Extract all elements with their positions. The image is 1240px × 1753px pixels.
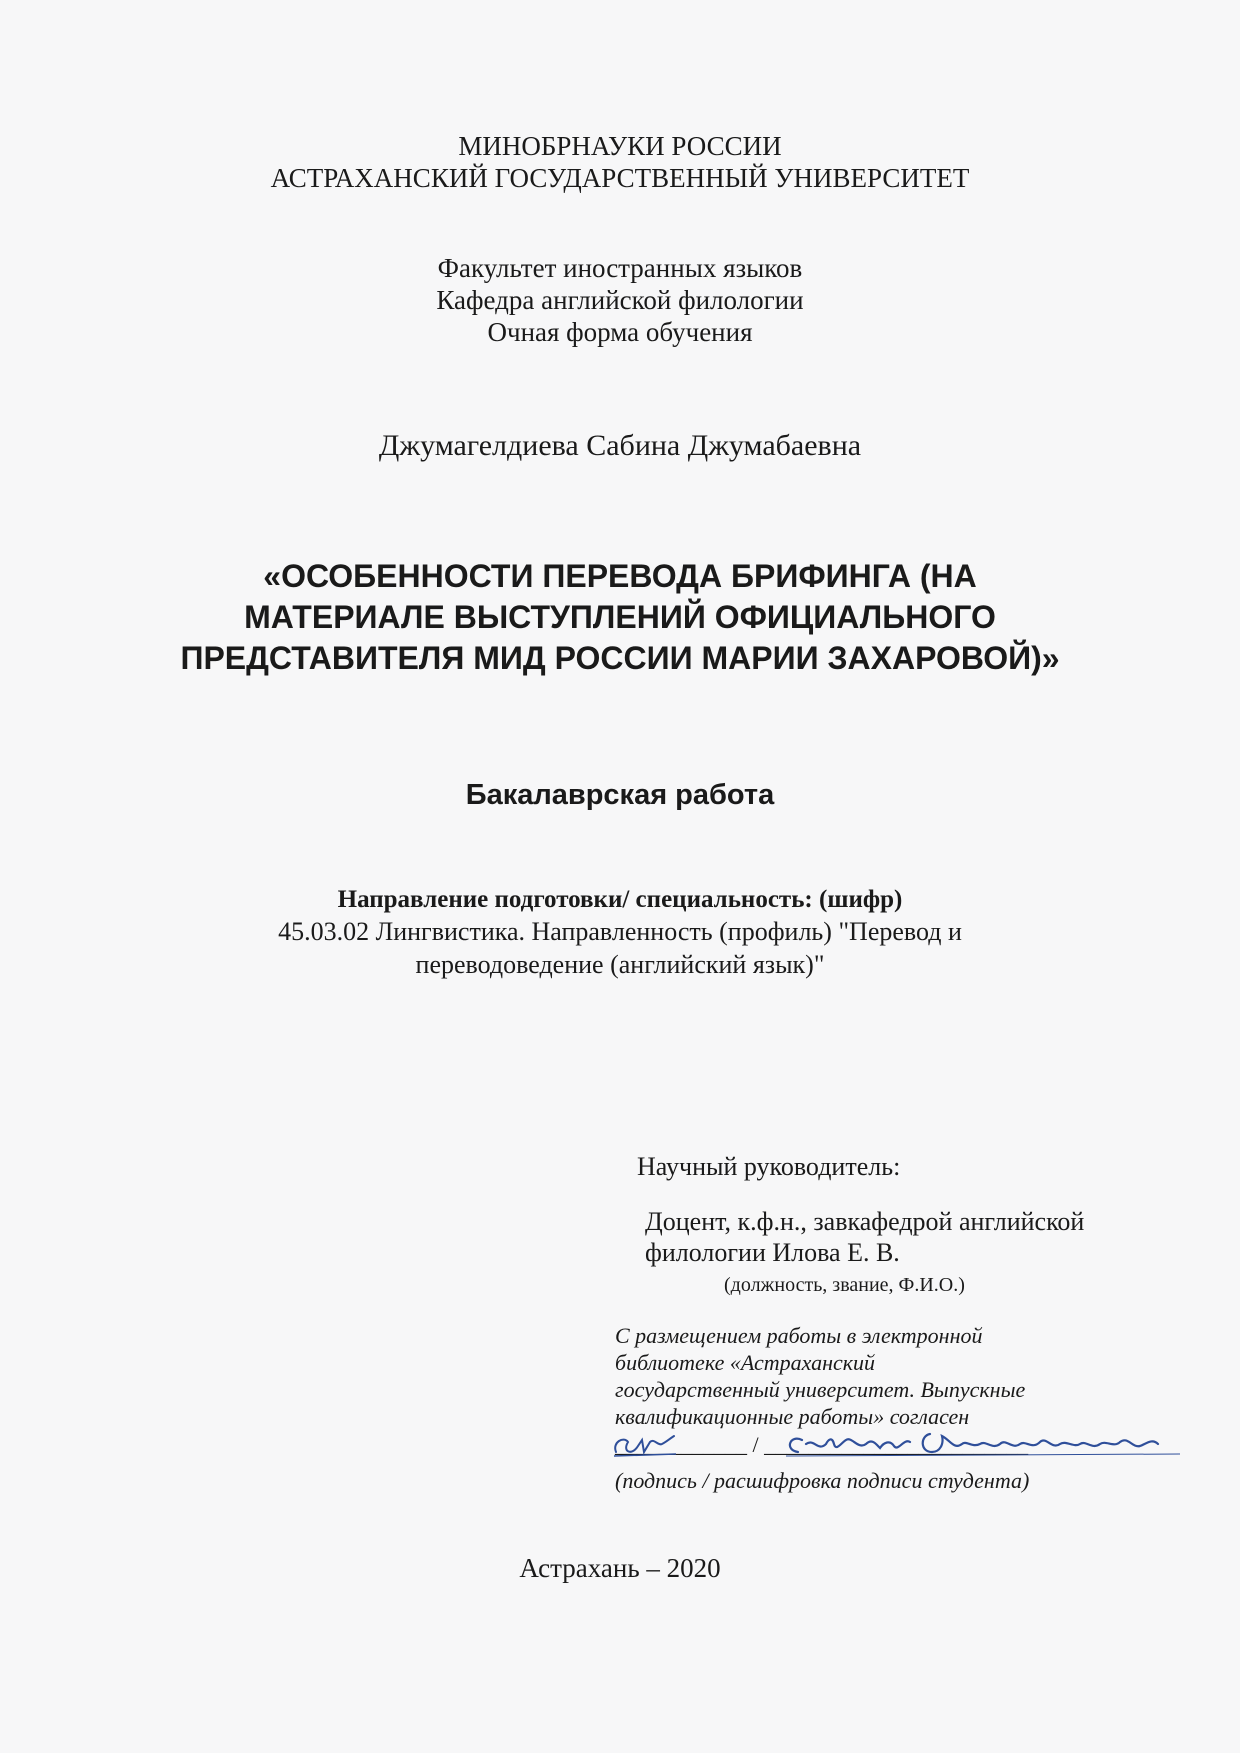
title-line: ПРЕДСТАВИТЕЛЯ МИД РОССИИ МАРИИ ЗАХАРОВОЙ)» (180, 640, 1060, 676)
thesis-title (0, 556, 1240, 679)
supervisor-label: Научный руководитель: (637, 1152, 901, 1181)
city-year: Астрахань – 2020 (519, 1553, 721, 1583)
faculty-block (0, 252, 1240, 348)
consent-line: библиотеке «Астраханский (615, 1350, 876, 1375)
header-block (0, 130, 1240, 194)
title-line: МАТЕРИАЛЕ ВЫСТУПЛЕНИЙ ОФИЦИАЛЬНОГО (244, 599, 996, 635)
signature-mark (610, 1428, 680, 1464)
direction-heading: Направление подготовки/ специальность: (шифр) (337, 886, 903, 913)
work-type-block (0, 778, 1240, 812)
footer-block (0, 1552, 1240, 1584)
consent-line: государственный университет. Выпускные (615, 1377, 1026, 1402)
department-name: Кафедра английской филологии (436, 285, 804, 315)
faculty-name: Факультет иностранных языков (437, 253, 803, 283)
handwritten-name (780, 1422, 1190, 1466)
title-line: «ОСОБЕННОСТИ ПЕРЕВОДА БРИФИНГА (НА (263, 558, 977, 594)
consent-line: С размещением работы в электронной (615, 1323, 983, 1348)
direction-block (0, 884, 1240, 981)
student-name: Джумагелдиева Сабина Джумабаевна (378, 429, 862, 462)
study-form: Очная форма обучения (487, 317, 753, 347)
university-name: АСТРАХАНСКИЙ ГОСУДАРСТВЕННЫЙ УНИВЕРСИТЕТ (270, 163, 970, 193)
supervisor-line: филологии Илова Е. В. (645, 1238, 900, 1267)
work-type: Бакалаврская работа (465, 779, 775, 811)
supervisor-line: Доцент, к.ф.н., завкафедрой английской (645, 1207, 1085, 1236)
consent-line: квалификационные работы» согласен (615, 1404, 970, 1429)
supervisor-caption: (должность, звание, Ф.И.О.) (724, 1274, 965, 1296)
direction-line: переводоведение (английский язык)" (415, 950, 825, 979)
signature-line: ____________ / ________________________ (615, 1432, 1029, 1457)
ministry-name: МИНОБРНАУКИ РОССИИ (458, 131, 782, 161)
direction-line: 45.03.02 Лингвистика. Направленность (профиль) "Перевод и (278, 917, 962, 946)
student-block (0, 428, 1240, 464)
signature-caption: (подпись / расшифровка подписи студента) (615, 1468, 1030, 1493)
